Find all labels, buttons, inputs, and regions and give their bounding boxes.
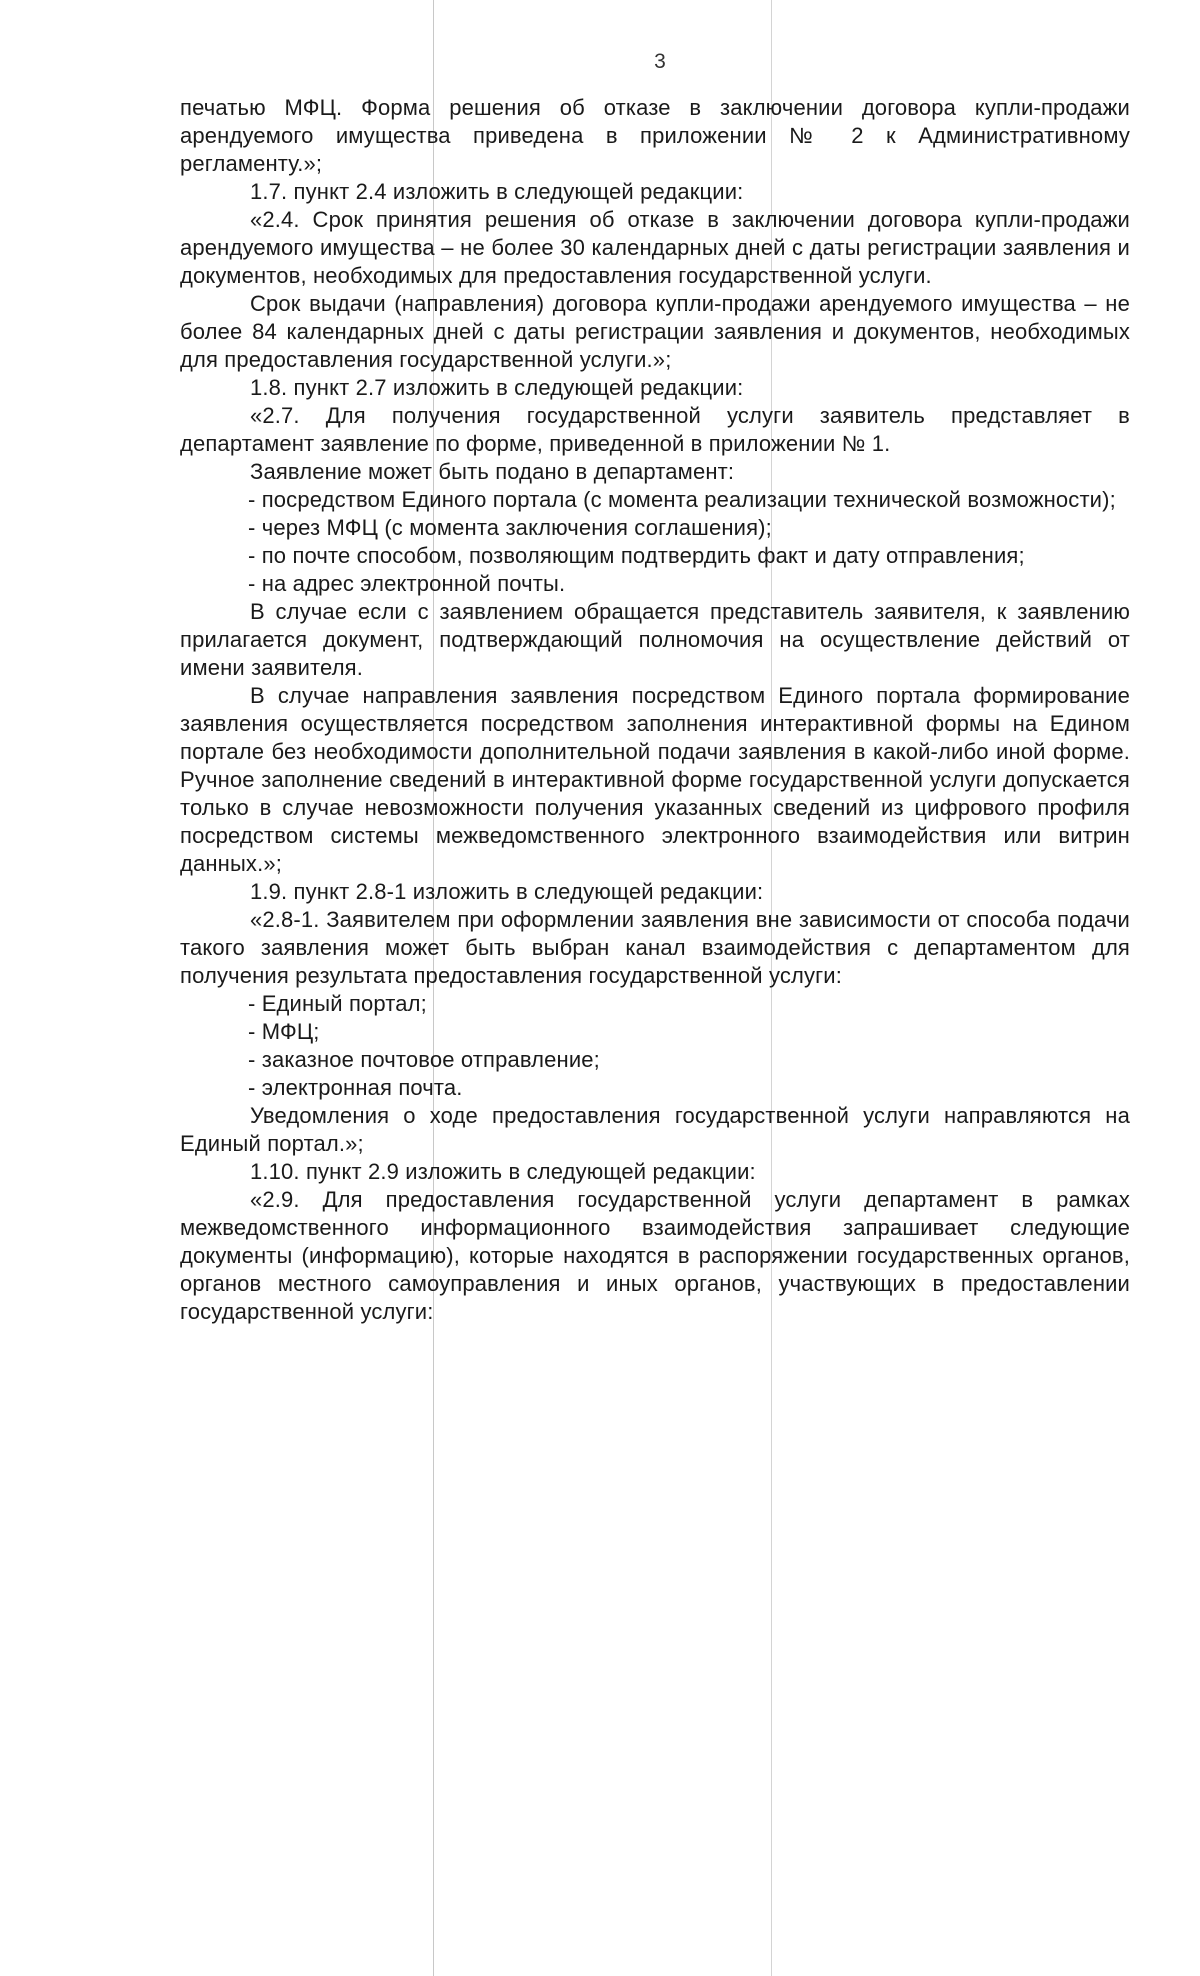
paragraph: Срок выдачи (направления) договора купли-продажи арендуемого имущества – не более 84 календарных дней с даты регистрации заявления и документов, необходимых для предоставления государственной услуги.»; <box>180 291 1130 372</box>
document-body <box>180 94 1130 1326</box>
paragraph: «2.9. Для предоставления государственной услуги департамент в рамках межведомственного информационного взаимодействия запрашивает следующие документы (информацию), которые находятся в распоряжении государственных органов, органов местного самоуправления и иных органов, участвующих в предоставлении государственной услуги: <box>180 1187 1130 1324</box>
paragraph: «2.8-1. Заявителем при оформлении заявления вне зависимости от способа подачи такого заявления может быть выбран канал взаимодействия с департаментом для получения результата предоставления государственной услуги: <box>180 907 1130 988</box>
paragraph: «2.7. Для получения государственной услуги заявитель представляет в департамент заявление по форме, приведенной в приложении № 1. <box>180 403 1130 456</box>
paragraph: 1.8. пункт 2.7 изложить в следующей редакции: <box>250 375 744 400</box>
list-item: - Единый портал; <box>248 991 427 1016</box>
paragraph: «2.4. Срок принятия решения об отказе в заключении договора купли-продажи арендуемого имущества – не более 30 календарных дней с даты регистрации заявления и документов, необходимых для предоставления государственной услуги. <box>180 207 1130 288</box>
paragraph: 1.9. пункт 2.8-1 изложить в следующей редакции: <box>250 879 764 904</box>
paragraph: В случае если с заявлением обращается представитель заявителя, к заявлению прилагается документ, подтверждающий полномочия на осуществление действий от имени заявителя. <box>180 599 1130 680</box>
paragraph: 1.10. пункт 2.9 изложить в следующей редакции: <box>250 1159 756 1184</box>
paragraph: В случае направления заявления посредством Единого портала формирование заявления осуществляется посредством заполнения интерактивной формы на Едином портале без необходимости дополнительной подачи заявления в какой-либо иной форме. Ручное заполнение сведений в интерактивной форме государственной услуги допускается только в случае невозможности получения указанных сведений из цифрового профиля посредством системы межведомственного электронного взаимодействия или витрин данных.»; <box>180 683 1130 876</box>
paragraph: 1.7. пункт 2.4 изложить в следующей редакции: <box>250 179 744 204</box>
page-number: 3 <box>654 50 666 73</box>
list-item: - по почте способом, позволяющим подтвердить факт и дату отправления; <box>248 543 1025 568</box>
paragraph: Заявление может быть подано в департамент: <box>250 459 735 484</box>
paragraph: Уведомления о ходе предоставления государственной услуги направляются на Единый портал.»; <box>180 1103 1130 1156</box>
list-item: - через МФЦ (с момента заключения соглашения); <box>248 515 772 540</box>
list-item: - посредством Единого портала (с момента реализации технической возможности); <box>248 487 1116 512</box>
paragraph: печатью МФЦ. Форма решения об отказе в заключении договора купли-продажи арендуемого имущества приведена в приложении № 2 к Административному регламенту.»; <box>180 95 1130 176</box>
list-item: - заказное почтовое отправление; <box>248 1047 600 1072</box>
list-item: - электронная почта. <box>248 1075 463 1100</box>
list-item: - МФЦ; <box>248 1019 320 1044</box>
list-item: - на адрес электронной почты. <box>248 571 566 596</box>
